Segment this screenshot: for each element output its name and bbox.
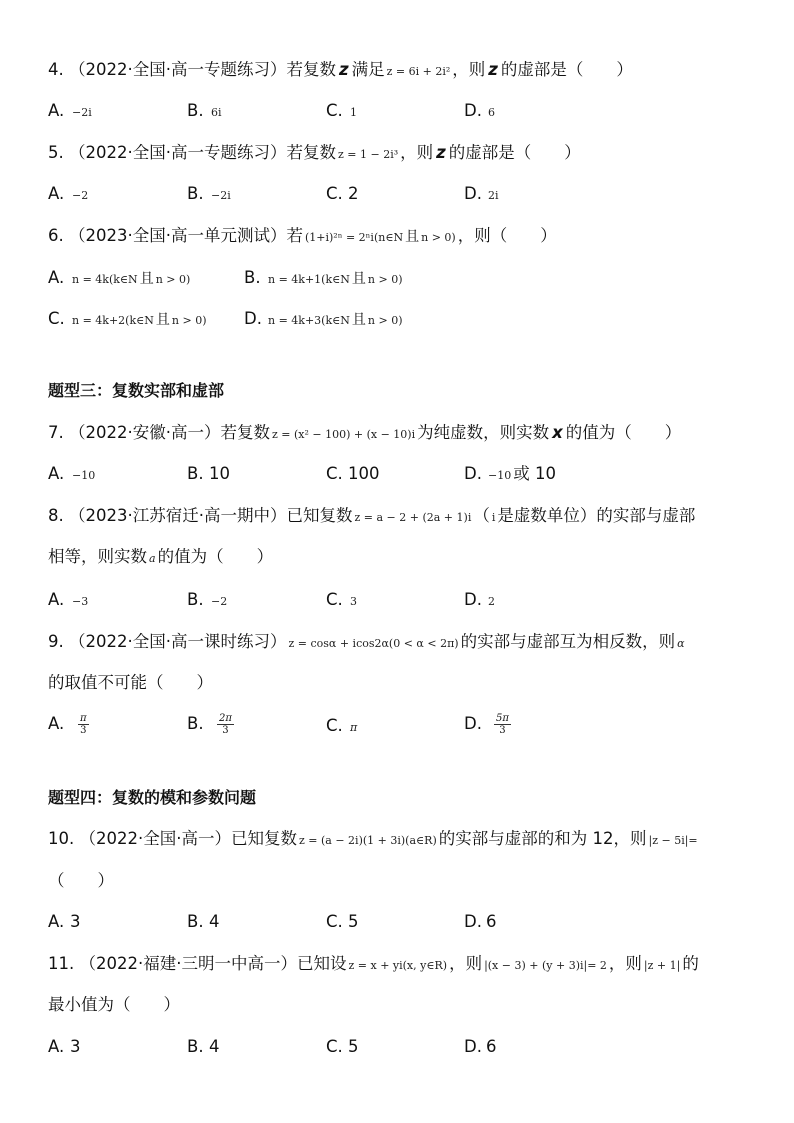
option-c[interactable]: C. 100 xyxy=(326,464,380,483)
question-11-stem: 11. （2022·福建·三明一中高一）已知设 z = x + yi(x, y∈R) ，则 |(x − 3) + (y + 3)i|= 2 ，则 |z + 1| 的 xyxy=(48,954,699,973)
option-d[interactable]: D. $\frac{5\pi}{3}$ xyxy=(464,713,509,736)
question-11-stem-line2: 最小值为（ ） xyxy=(48,995,180,1014)
section-heading: 题型三：复数实部和虚部 xyxy=(48,381,225,400)
option-d[interactable]: D. 6 xyxy=(464,101,495,120)
math-expression: z = cosα + icos2α(0 < α < 2π) xyxy=(288,637,459,650)
question-5-stem: 5. （2022·全国·高一专题练习）若复数 z = 1 − 2i³ ，则 z 的虚部是（ ） xyxy=(48,143,581,162)
option-b[interactable]: B. 6i xyxy=(187,101,222,120)
question-8-stem: 8. （2023·江苏宿迁·高一期中）已知复数 z = a − 2 + (2a + 1)i （ i 是虚数单位）的实部与虚部 xyxy=(48,506,696,525)
question-7-options xyxy=(48,462,764,486)
option-a[interactable]: A. −2 xyxy=(48,184,89,203)
question-9-options xyxy=(48,708,764,744)
math-expression: z = (a − 2i)(1 + 3i)(a∈R) xyxy=(298,834,437,847)
question-source: （2022·全国·高一专题练习） xyxy=(69,143,287,162)
option-a[interactable]: A. 3 xyxy=(48,912,81,931)
option-b[interactable]: B. $\frac{2\pi}{3}$ xyxy=(187,713,232,736)
question-10-stem: 10. （2022·全国·高一）已知复数 z = (a − 2i)(1 + 3i)(a∈R) 的实部与虚部的和为 12，则 |z − 5i|= xyxy=(48,829,698,848)
question-number: 11. xyxy=(48,954,75,973)
option-d[interactable]: D. n = 4k+3(k∈N 且 n > 0) xyxy=(244,309,403,328)
question-source: （2022·福建·三明一中高一） xyxy=(79,954,297,973)
question-8-stem-line2: 相等，则实数 a 的值为（ ） xyxy=(48,547,274,566)
option-b[interactable]: B. −2i xyxy=(187,184,231,203)
option-a[interactable]: A. 3 xyxy=(48,1037,81,1056)
option-c[interactable]: C. π xyxy=(326,716,358,735)
question-9-stem: 9. （2022·全国·高一课时练习） z = cosα + icos2α(0 < α < 2π) 的实部与虚部互为相反数，则 α xyxy=(48,632,685,651)
math-expression: z = x + yi(x, y∈R) xyxy=(348,959,448,972)
question-number: 5. xyxy=(48,143,64,162)
question-6-options-row1 xyxy=(48,266,764,290)
question-8-options xyxy=(48,588,764,612)
math-expression: (1+i)²ⁿ = 2ⁿi(n∈N xyxy=(304,231,404,244)
section-heading: 题型四：复数的模和参数问题 xyxy=(48,788,257,807)
option-d[interactable]: D. 2 xyxy=(464,590,495,609)
question-6-stem: 6. （2023·全国·高一单元测试）若 (1+i)²ⁿ = 2ⁿi(n∈N 且 n > 0) ，则（ ） xyxy=(48,226,557,245)
option-b[interactable]: B. 4 xyxy=(187,912,220,931)
question-11-options xyxy=(48,1035,764,1059)
option-a[interactable]: A. n = 4k(k∈N 且 n > 0) xyxy=(48,268,191,287)
option-d[interactable]: D. 6 xyxy=(464,1037,497,1056)
question-source: （2022·全国·高一专题练习） xyxy=(69,60,287,79)
option-d[interactable]: D. 2i xyxy=(464,184,499,203)
question-number: 9. xyxy=(48,632,64,651)
question-number: 10. xyxy=(48,829,75,848)
option-c[interactable]: C. 1 xyxy=(326,101,357,120)
option-b[interactable]: B. n = 4k+1(k∈N 且 n > 0) xyxy=(244,268,403,287)
option-c[interactable]: C. 3 xyxy=(326,590,357,609)
option-a[interactable]: A. −10 xyxy=(48,464,96,483)
option-a[interactable]: A. −2i xyxy=(48,101,92,120)
question-source: （2023·江苏宿迁·高一期中） xyxy=(69,506,287,525)
option-a[interactable]: A. −3 xyxy=(48,590,89,609)
question-10-stem-line2: （ ） xyxy=(48,871,114,890)
option-b[interactable]: B. 4 xyxy=(187,1037,220,1056)
option-b[interactable]: B. 10 xyxy=(187,464,230,483)
question-source: （2022·全国·高一） xyxy=(79,829,231,848)
question-4-options xyxy=(48,99,764,123)
option-a[interactable]: A. $\frac{\pi}{3}$ xyxy=(48,713,87,736)
question-number: 6. xyxy=(48,226,64,245)
question-number: 7. xyxy=(48,423,64,442)
question-number: 8. xyxy=(48,506,64,525)
question-5-options xyxy=(48,182,764,206)
option-c[interactable]: C. 5 xyxy=(326,912,359,931)
option-c[interactable]: C. n = 4k+2(k∈N 且 n > 0) xyxy=(48,309,207,328)
math-expression: z = (x² − 100) + (x − 10)i xyxy=(271,428,416,441)
question-10-options xyxy=(48,910,764,934)
option-d[interactable]: D. 6 xyxy=(464,912,497,931)
question-source: （2022·全国·高一课时练习） xyxy=(69,632,287,651)
question-source: （2022·安徽·高一） xyxy=(69,423,221,442)
math-expression: z = 6i + 2i² xyxy=(386,65,451,78)
option-c[interactable]: C. 5 xyxy=(326,1037,359,1056)
math-expression: z = a − 2 + (2a + 1)i xyxy=(354,511,472,524)
option-c[interactable]: C. 2 xyxy=(326,184,359,203)
question-number: 4. xyxy=(48,60,64,79)
option-b[interactable]: B. −2 xyxy=(187,590,228,609)
question-6-options-row2 xyxy=(48,307,764,331)
math-expression: z = 1 − 2i³ xyxy=(337,148,399,161)
question-source: （2023·全国·高一单元测试） xyxy=(69,226,287,245)
question-7-stem: 7. （2022·安徽·高一）若复数 z = (x² − 100) + (x − 10)i 为纯虚数，则实数 x 的值为（ ） xyxy=(48,423,682,442)
option-d[interactable]: D. −10 或 10 xyxy=(464,464,556,483)
question-4-stem: 4. （2022·全国·高一专题练习）若复数 z 满足 z = 6i + 2i² ，则 z 的虚部是（ ） xyxy=(48,60,633,79)
question-9-stem-line2: 的取值不可能（ ） xyxy=(48,673,213,692)
